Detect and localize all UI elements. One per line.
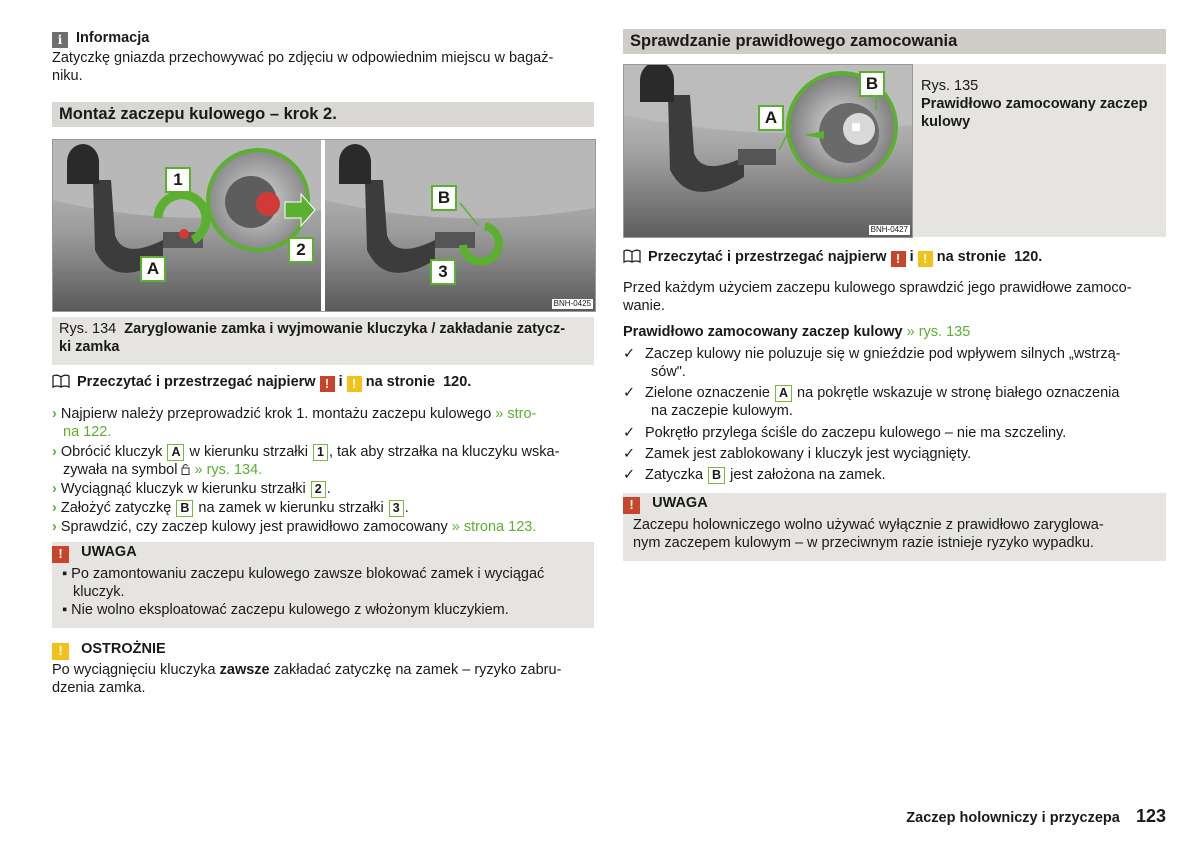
check-item: ✓ Zatyczka B jest założona na zamek. [623, 467, 886, 483]
warning-box: ! UWAGA Zaczepu holowniczego wolno używać wyłącznie z prawidłowo zaryglowa- nym zaczepem kulowym – w przeciwnym razie istnieje ryzyko wypadku. [623, 493, 1166, 561]
footer-section: Zaczep holowniczy i przyczepa [906, 810, 1120, 826]
caption-text-cont: ki zamka [59, 339, 120, 355]
warning-icon: ! [52, 546, 69, 563]
link-ref[interactable]: » strona 123. [451, 519, 537, 535]
check-icon: ✓ [623, 385, 636, 401]
step-item-cont [52, 423, 594, 441]
page-ref-link[interactable]: 120. [443, 374, 472, 390]
read-first-notice: Przeczytać i przestrzegać najpierw ! i ! na stronie 120. [52, 373, 594, 392]
figure-code: BNH-0425 [553, 299, 591, 308]
caution-icon: ! [347, 376, 362, 392]
figure-135-caption [921, 77, 1161, 131]
section-title-check: Sprawdzanie prawidłowego zamocowania [623, 29, 1166, 54]
check-item: ✓ Zaczep kulowy nie poluzuje się w gnieździe pod wpływem silnych „wstrzą- [623, 346, 1121, 362]
callout-3: 3 [430, 259, 456, 285]
figure-135 [623, 64, 913, 238]
check-item: ✓ Zielone oznaczenie A na pokrętle wskazuje w stronę białego oznaczenia [623, 385, 1120, 401]
check-item-cont: sów". [651, 364, 686, 380]
info-title: Informacja [76, 30, 150, 46]
info-icon: i [52, 32, 68, 48]
step-item: › Najpierw należy przeprowadzić krok 1. montażu zaczepu kulowego » stro- [52, 406, 537, 422]
check-icon: ✓ [623, 425, 636, 441]
info-text-cont: niku. [52, 68, 83, 84]
caution-icon: ! [52, 643, 69, 660]
warning-item: ▪ Nie wolno eksploatować zaczepu kulowego z włożonym kluczykiem. [62, 602, 509, 618]
caution-note: ! OSTROŻNIE Po wyciągnięciu kluczyka zawsze zakładać zatyczkę na zamek – ryzyko zabru- dzenia zamka. [52, 641, 562, 696]
check-item-cont: na zaczepie kulowym. [651, 403, 793, 419]
link-ref[interactable]: na 122. [63, 424, 112, 440]
check-item: ✓ Zamek jest zablokowany i kluczyk jest wyciągnięty. [623, 446, 972, 462]
page-number: 123 [1135, 806, 1166, 826]
book-icon [623, 249, 641, 263]
figure-code: BNH-0427 [870, 225, 908, 234]
subheading: Prawidłowo zamocowany zaczep kulowy » rys. 135 [623, 324, 971, 340]
warning-icon: ! [623, 497, 640, 514]
warning-title: UWAGA [81, 544, 137, 560]
caption-text: Zaryglowanie zamka i wyjmowanie kluczyka / zakładanie zatycz- [124, 321, 566, 337]
book-icon [52, 374, 70, 388]
figure-134 [52, 139, 596, 312]
figure-134-caption [52, 317, 594, 365]
link-ref[interactable]: » stro- [495, 406, 537, 422]
intro-text: Przed każdym użyciem zaczepu kulowego sprawdzić jego prawidłowe zamoco- wanie. [623, 280, 1132, 314]
callout-a: A [758, 105, 784, 131]
check-icon: ✓ [623, 346, 636, 362]
section-title-mount-step2: Montaż zaczepu kulowego – krok 2. [52, 102, 594, 127]
callout-a: A [140, 256, 166, 282]
lock-icon [181, 463, 190, 475]
read-first-notice: Przeczytać i przestrzegać najpierw ! i ! na stronie 120. [623, 248, 1166, 267]
caution-title: OSTROŻNIE [81, 641, 166, 657]
step-item: › Obrócić kluczyk A w kierunku strzałki 1 , tak aby strzałka na kluczyku wska- [52, 444, 560, 460]
warning-item-cont: kluczyk. [73, 584, 125, 600]
callout-b: B [859, 71, 885, 97]
warning-box [52, 542, 594, 628]
warning-title: UWAGA [652, 495, 708, 511]
info-note [52, 29, 594, 85]
step-item-cont: zywała na symbol » rys. 134. [63, 462, 263, 478]
link-ref[interactable]: » rys. 134. [194, 462, 263, 478]
callout-2: 2 [288, 237, 314, 263]
check-icon: ✓ [623, 446, 636, 462]
caption-number: Rys. 135 [921, 78, 979, 94]
caption-number: Rys. 134 [59, 321, 117, 337]
warning-item: ▪ Po zamontowaniu zaczepu kulowego zawsze blokować zamek i wyciągać [62, 566, 545, 582]
page-ref-link[interactable]: 120. [1014, 249, 1043, 265]
step-item: › Sprawdzić, czy zaczep kulowy jest prawidłowo zamocowany » strona 123. [52, 519, 537, 535]
callout-b: B [431, 185, 457, 211]
warning-icon: ! [320, 376, 335, 392]
warning-icon: ! [891, 251, 906, 267]
tow-hook-illustration [53, 140, 595, 311]
caution-icon: ! [918, 251, 933, 267]
callout-1: 1 [165, 167, 191, 193]
check-item: ✓ Pokrętło przylega ściśle do zaczepu kulowego – nie ma szczeliny. [623, 425, 1067, 441]
info-text: Zatyczkę gniazda przechowywać po zdjęciu w odpowiednim miejscu w bagaż- [52, 50, 554, 66]
caption-text: Prawidłowo zamocowany zaczep [921, 96, 1148, 112]
check-icon: ✓ [623, 467, 636, 483]
step-item: › Założyć zatyczkę B na zamek w kierunku strzałki 3 . [52, 500, 409, 516]
step-item: › Wyciągnąć kluczyk w kierunku strzałki 2 . [52, 481, 331, 497]
caption-text-cont: kulowy [921, 114, 971, 130]
page-footer [820, 805, 1166, 827]
link-ref[interactable]: » rys. 135 [906, 324, 971, 340]
steps-list [52, 405, 594, 536]
checklist [623, 345, 1166, 484]
